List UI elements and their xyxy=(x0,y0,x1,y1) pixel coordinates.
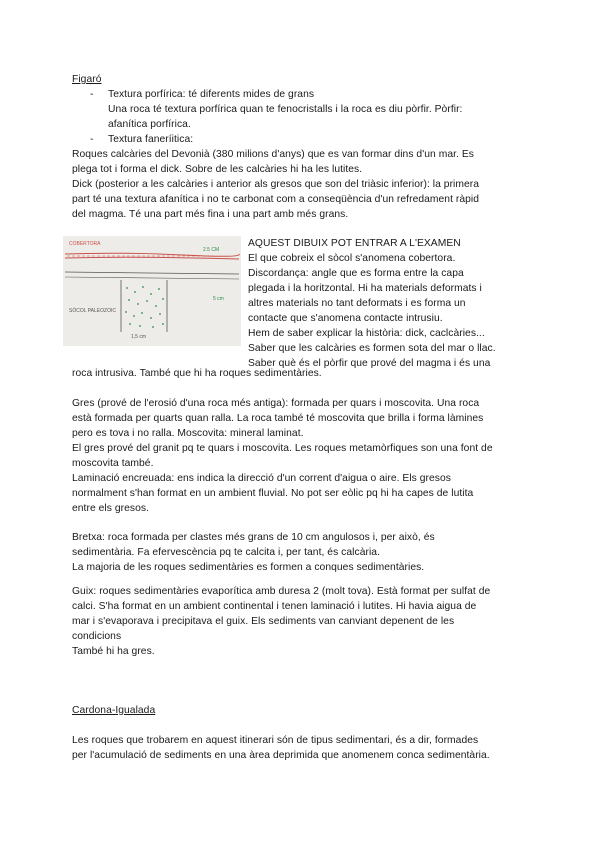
paragraph-line: mar i s'evaporava i precipitava el guix. Els sediments van canviant depenent de les xyxy=(72,616,455,627)
side-text-line: El que cobreix el sòcol s'anomena cobertora. xyxy=(248,253,456,264)
side-text-line: Hem de saber explicar la història: dick, caclcàries... xyxy=(248,328,485,339)
paragraph-line: entre els gresos. xyxy=(72,503,149,514)
side-text-line: contacte que s'anomena contacte intrusiu. xyxy=(248,313,443,324)
sketch-label-top: COBERTORA xyxy=(69,241,101,247)
paragraph-line: moscovita també. xyxy=(72,458,154,469)
bullet-dash: - xyxy=(90,134,94,145)
sketch-label-left: SÒCOL PALEOZOIC xyxy=(69,308,116,314)
paragraph-line: Les roques que trobarem en aquest itinerari són de tipus sedimentari, és a dir, formades xyxy=(72,735,479,746)
side-text-line: plegada i la horitzontal. Hi ha materials deformats i xyxy=(248,283,482,294)
paragraph-line: Gres (prové de l'erosió d'una roca més antiga): formada per quars i moscovita. Una roca xyxy=(72,398,480,409)
section-heading-figaro: Figaró xyxy=(72,74,102,85)
paragraph-line: del magma. Té una part més fina i una part amb més grans. xyxy=(72,209,349,220)
sketch-label-right1: 2.5 CM xyxy=(203,247,220,253)
paragraph-line: plega tot i forma el dick. Sobre de les calcàries hi ha les lutites. xyxy=(72,164,363,175)
side-text-line: Saber què és el pòrfir que prové del magma i és una xyxy=(248,358,491,369)
bullet-text: afanítica porfírica. xyxy=(108,119,191,130)
paragraph-line: pero es tova i no ralla. Moscovita: mineral laminat. xyxy=(72,428,304,439)
side-text-line: AQUEST DIBUIX POT ENTRAR A L'EXAMEN xyxy=(248,238,461,249)
paragraph-line: condicions xyxy=(72,631,122,642)
side-text-line: Saber que les calcàries es formen sota del mar o llac. xyxy=(248,343,496,354)
side-text-line: Discordança: angle que es forma entre la capa xyxy=(248,268,464,279)
sketch-label-bottom: 1,5 cm xyxy=(131,334,147,340)
paragraph-line: El gres prové del granit pq te quars i moscovita. Les roques metamòrfiques son una font de xyxy=(72,443,493,454)
paragraph-line: Roques calcàries del Devonià (380 milions d'anys) que es van formar dins d'un mar. Es xyxy=(72,149,474,160)
paragraph-line: per l'acumulació de sediments en una àrea deprimida que anomenem conca sedimentària. xyxy=(72,750,490,761)
sketch-label-right2: 5 cm xyxy=(213,296,224,302)
paragraph-line: normalment s'han format en un ambient fluvial. No pot ser eòlic pq hi ha capes de lutita xyxy=(72,488,474,499)
section-heading-cardona: Cardona-Igualada xyxy=(72,705,156,716)
side-text-line: altres materials no tant deformats i es forma un xyxy=(248,298,466,309)
paragraph-line: calci. S'ha format en un ambient continental i tenen laminació i lutites. Hi havia aigua de xyxy=(72,601,477,612)
bullet-text: Textura porfírica: té diferents mides de grans xyxy=(108,89,315,100)
geology-sketch-image xyxy=(63,236,241,346)
paragraph-line: està formada per quarts quan ralla. La roca també té moscovita que brilla i forma làmines xyxy=(72,413,484,424)
bullet-text: Una roca té textura porfírica quan te fenocristalls i la roca es diu pòrfir. Pòrfir: xyxy=(108,104,463,115)
paragraph-line: La majoria de les roques sedimentàries es formen a conques sedimentàries. xyxy=(72,562,425,573)
paragraph-line: Guix: roques sedimentàries evaporítica amb duresa 2 (molt tova). Està format per sulfat de xyxy=(72,586,491,597)
paragraph-line: També hi ha gres. xyxy=(72,646,155,657)
paragraph-line: roca intrusiva. També que hi ha roques sedimentàries. xyxy=(72,368,322,379)
bullet-text: Textura faneríitica: xyxy=(108,134,194,145)
paragraph-line: sedimentària. Fa efervescència pq te calcita i, per tant, és calcària. xyxy=(72,547,380,558)
paragraph-line: Bretxa: roca formada per clastes més grans de 10 cm angulosos i, per això, és xyxy=(72,532,435,543)
paragraph-line: Dick (posterior a les calcàries i anterior als gresos que son del triàsic inferior): la primera xyxy=(72,179,480,190)
bullet-dash: - xyxy=(90,89,94,100)
paragraph-line: Laminació encreuada: ens indica la direcció d'un corrent d'aigua o aire. Els gresos xyxy=(72,473,451,484)
paragraph-line: part té una textura afanítica i no te carbonat com a conseqüència d'un refredament ràpid xyxy=(72,194,480,205)
